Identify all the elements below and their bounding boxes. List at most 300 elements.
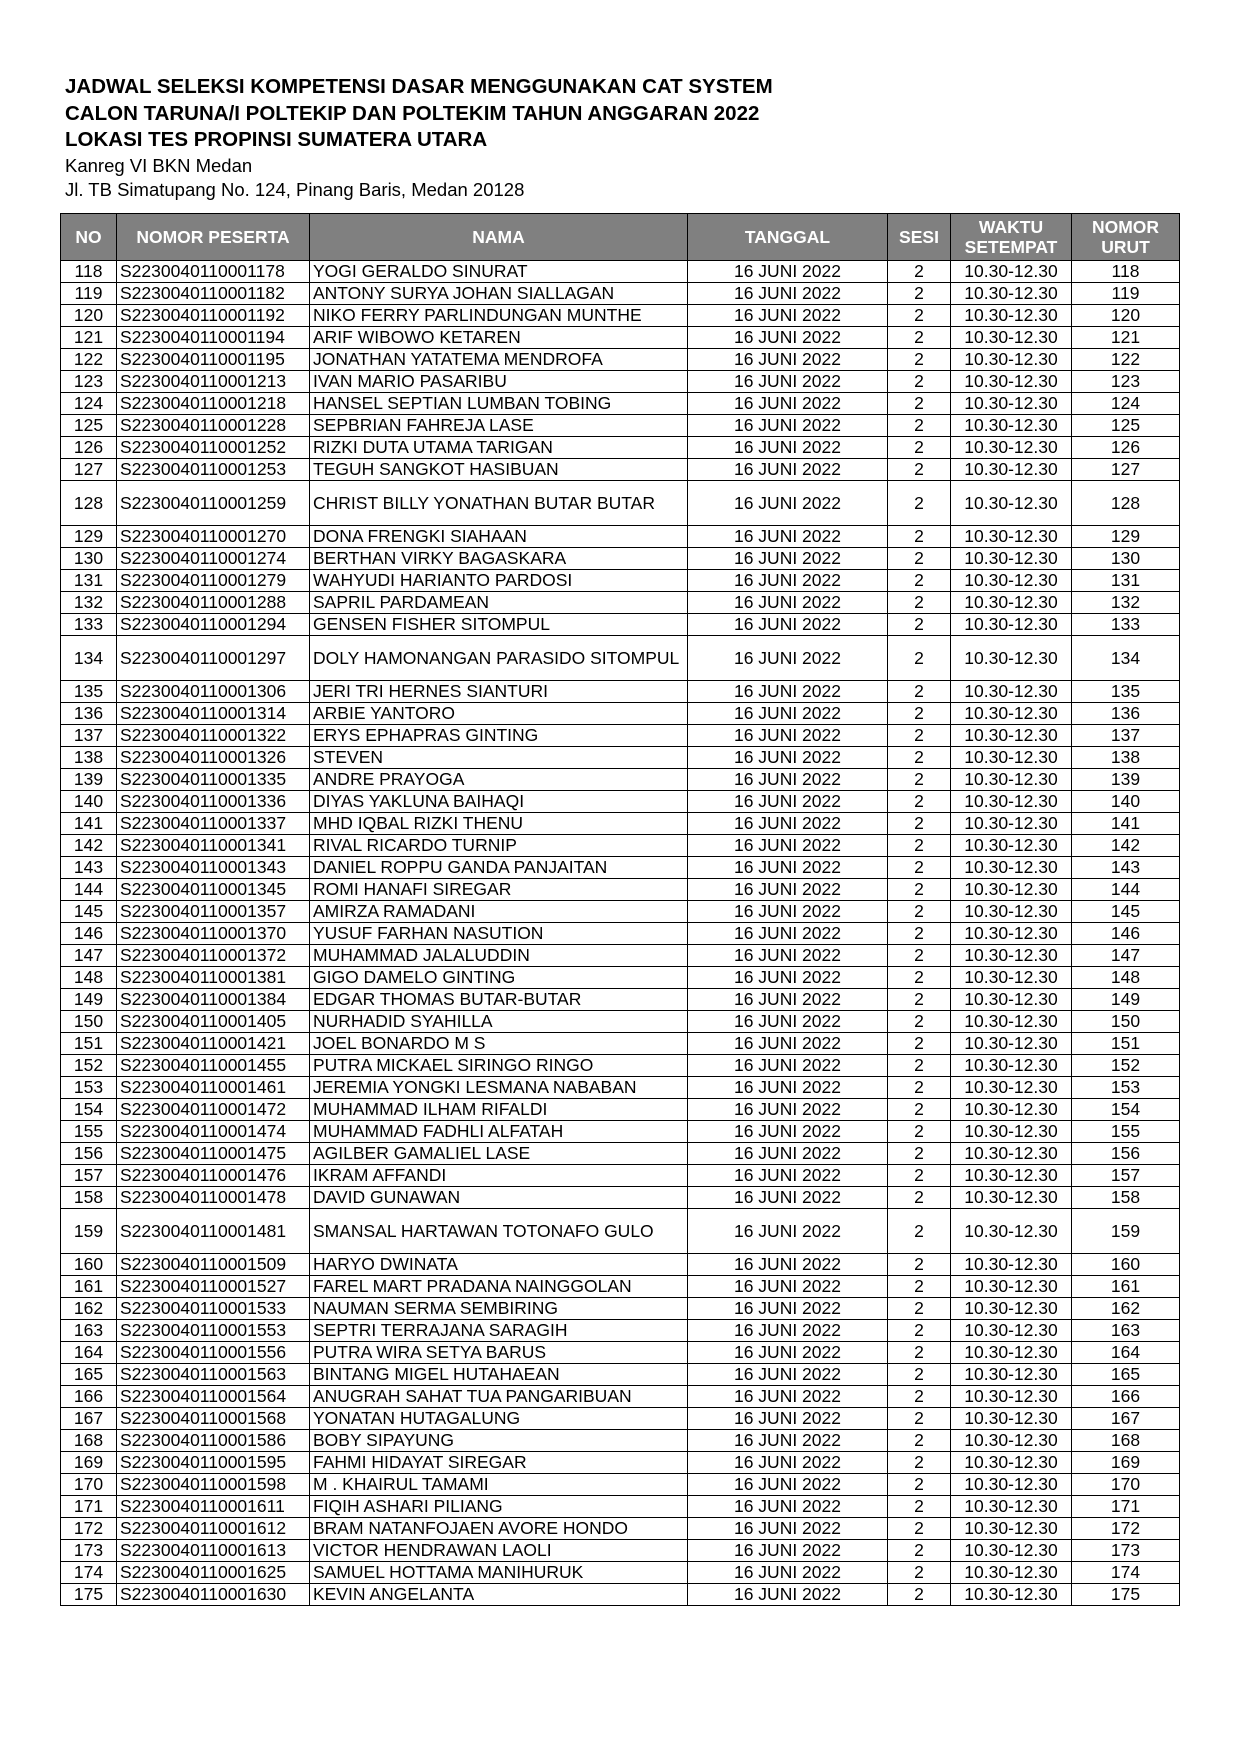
cell-nomor-urut: 118 (1072, 261, 1180, 283)
cell-nama: SEPBRIAN FAHREJA LASE (310, 415, 688, 437)
cell-waktu: 10.30-12.30 (951, 592, 1072, 614)
table-row (61, 1540, 1180, 1562)
table-row (61, 923, 1180, 945)
cell-no: 160 (61, 1254, 117, 1276)
cell-no: 133 (61, 614, 117, 636)
table-row (61, 481, 1180, 526)
cell-nomor-peserta: S2230040110001611 (117, 1496, 310, 1518)
cell-tanggal: 16 JUNI 2022 (688, 437, 888, 459)
cell-tanggal: 16 JUNI 2022 (688, 371, 888, 393)
cell-tanggal: 16 JUNI 2022 (688, 1364, 888, 1386)
cell-no: 123 (61, 371, 117, 393)
cell-tanggal: 16 JUNI 2022 (688, 725, 888, 747)
cell-nomor-peserta: S2230040110001270 (117, 526, 310, 548)
cell-nomor-urut: 148 (1072, 967, 1180, 989)
cell-no: 119 (61, 283, 117, 305)
cell-waktu: 10.30-12.30 (951, 1187, 1072, 1209)
cell-nomor-peserta: S2230040110001630 (117, 1584, 310, 1606)
cell-nomor-peserta: S2230040110001475 (117, 1143, 310, 1165)
cell-no: 153 (61, 1077, 117, 1099)
cell-nomor-peserta: S2230040110001306 (117, 681, 310, 703)
cell-nama: SAPRIL PARDAMEAN (310, 592, 688, 614)
cell-tanggal: 16 JUNI 2022 (688, 857, 888, 879)
cell-no: 168 (61, 1430, 117, 1452)
cell-waktu: 10.30-12.30 (951, 1077, 1072, 1099)
cell-nomor-urut: 171 (1072, 1496, 1180, 1518)
cell-tanggal: 16 JUNI 2022 (688, 1165, 888, 1187)
cell-nomor-urut: 151 (1072, 1033, 1180, 1055)
cell-nomor-peserta: S2230040110001586 (117, 1430, 310, 1452)
office-name: Kanreg VI BKN Medan (65, 154, 253, 176)
table-row (61, 1254, 1180, 1276)
cell-sesi: 2 (888, 283, 951, 305)
cell-tanggal: 16 JUNI 2022 (688, 879, 888, 901)
cell-nomor-urut: 162 (1072, 1298, 1180, 1320)
cell-nomor-peserta: S2230040110001192 (117, 305, 310, 327)
cell-nama: ANUGRAH SAHAT TUA PANGARIBUAN (310, 1386, 688, 1408)
cell-no: 135 (61, 681, 117, 703)
table-row (61, 1165, 1180, 1187)
cell-nomor-peserta: S2230040110001476 (117, 1165, 310, 1187)
cell-tanggal: 16 JUNI 2022 (688, 1121, 888, 1143)
table-row (61, 1187, 1180, 1209)
cell-tanggal: 16 JUNI 2022 (688, 1496, 888, 1518)
cell-nomor-peserta: S2230040110001527 (117, 1276, 310, 1298)
cell-nomor-urut: 139 (1072, 769, 1180, 791)
cell-tanggal: 16 JUNI 2022 (688, 835, 888, 857)
table-row (61, 1276, 1180, 1298)
table-row (61, 371, 1180, 393)
cell-tanggal: 16 JUNI 2022 (688, 548, 888, 570)
cell-nama: IKRAM AFFANDI (310, 1165, 688, 1187)
cell-nama: YONATAN HUTAGALUNG (310, 1408, 688, 1430)
cell-sesi: 2 (888, 1364, 951, 1386)
col-header-nomor-peserta: NOMOR PESERTA (117, 214, 310, 261)
cell-sesi: 2 (888, 570, 951, 592)
cell-nama: STEVEN (310, 747, 688, 769)
cell-nomor-peserta: S2230040110001195 (117, 349, 310, 371)
cell-no: 138 (61, 747, 117, 769)
cell-tanggal: 16 JUNI 2022 (688, 1386, 888, 1408)
cell-no: 163 (61, 1320, 117, 1342)
table-row (61, 1386, 1180, 1408)
cell-nomor-urut: 123 (1072, 371, 1180, 393)
table-row (61, 857, 1180, 879)
cell-sesi: 2 (888, 415, 951, 437)
cell-nama: ANTONY SURYA JOHAN SIALLAGAN (310, 283, 688, 305)
cell-waktu: 10.30-12.30 (951, 371, 1072, 393)
cell-sesi: 2 (888, 1496, 951, 1518)
cell-sesi: 2 (888, 1077, 951, 1099)
cell-nama: BERTHAN VIRKY BAGASKARA (310, 548, 688, 570)
cell-nomor-urut: 152 (1072, 1055, 1180, 1077)
cell-tanggal: 16 JUNI 2022 (688, 1143, 888, 1165)
table-row (61, 879, 1180, 901)
cell-sesi: 2 (888, 1143, 951, 1165)
cell-nama: M . KHAIRUL TAMAMI (310, 1474, 688, 1496)
cell-nama: HARYO DWINATA (310, 1254, 688, 1276)
cell-nomor-urut: 174 (1072, 1562, 1180, 1584)
cell-nomor-urut: 147 (1072, 945, 1180, 967)
cell-nomor-urut: 156 (1072, 1143, 1180, 1165)
cell-sesi: 2 (888, 526, 951, 548)
cell-no: 162 (61, 1298, 117, 1320)
cell-no: 144 (61, 879, 117, 901)
cell-no: 145 (61, 901, 117, 923)
cell-nomor-peserta: S2230040110001336 (117, 791, 310, 813)
table-row (61, 636, 1180, 681)
cell-nomor-peserta: S2230040110001252 (117, 437, 310, 459)
cell-nama: JOEL BONARDO M S (310, 1033, 688, 1055)
cell-waktu: 10.30-12.30 (951, 1209, 1072, 1254)
cell-nomor-peserta: S2230040110001259 (117, 481, 310, 526)
cell-no: 175 (61, 1584, 117, 1606)
cell-nama: ERYS EPHAPRAS GINTING (310, 725, 688, 747)
table-row (61, 526, 1180, 548)
table-row (61, 1143, 1180, 1165)
cell-no: 143 (61, 857, 117, 879)
table-row (61, 283, 1180, 305)
table-row (61, 747, 1180, 769)
cell-nomor-peserta: S2230040110001314 (117, 703, 310, 725)
cell-waktu: 10.30-12.30 (951, 1143, 1072, 1165)
table-row (61, 570, 1180, 592)
cell-nomor-urut: 131 (1072, 570, 1180, 592)
cell-nomor-urut: 161 (1072, 1276, 1180, 1298)
cell-sesi: 2 (888, 1209, 951, 1254)
cell-sesi: 2 (888, 835, 951, 857)
cell-nomor-urut: 142 (1072, 835, 1180, 857)
cell-waktu: 10.30-12.30 (951, 327, 1072, 349)
table-row (61, 393, 1180, 415)
cell-waktu: 10.30-12.30 (951, 1562, 1072, 1584)
cell-waktu: 10.30-12.30 (951, 1430, 1072, 1452)
cell-nomor-urut: 164 (1072, 1342, 1180, 1364)
cell-waktu: 10.30-12.30 (951, 283, 1072, 305)
cell-nomor-peserta: S2230040110001326 (117, 747, 310, 769)
table-row (61, 305, 1180, 327)
cell-waktu: 10.30-12.30 (951, 548, 1072, 570)
cell-nama: ROMI HANAFI SIREGAR (310, 879, 688, 901)
table-row (61, 614, 1180, 636)
cell-nomor-urut: 150 (1072, 1011, 1180, 1033)
cell-nomor-peserta: S2230040110001343 (117, 857, 310, 879)
cell-nama: DIYAS YAKLUNA BAIHAQI (310, 791, 688, 813)
cell-waktu: 10.30-12.30 (951, 791, 1072, 813)
cell-no: 120 (61, 305, 117, 327)
cell-sesi: 2 (888, 1584, 951, 1606)
cell-sesi: 2 (888, 261, 951, 283)
cell-nama: TEGUH SANGKOT HASIBUAN (310, 459, 688, 481)
cell-nomor-peserta: S2230040110001357 (117, 901, 310, 923)
cell-sesi: 2 (888, 901, 951, 923)
cell-sesi: 2 (888, 989, 951, 1011)
cell-nomor-urut: 125 (1072, 415, 1180, 437)
table-row (61, 1342, 1180, 1364)
cell-nomor-peserta: S2230040110001228 (117, 415, 310, 437)
cell-no: 141 (61, 813, 117, 835)
cell-nomor-peserta: S2230040110001178 (117, 261, 310, 283)
cell-nomor-peserta: S2230040110001472 (117, 1099, 310, 1121)
cell-sesi: 2 (888, 1254, 951, 1276)
cell-nomor-urut: 167 (1072, 1408, 1180, 1430)
cell-sesi: 2 (888, 945, 951, 967)
cell-no: 173 (61, 1540, 117, 1562)
cell-tanggal: 16 JUNI 2022 (688, 1055, 888, 1077)
cell-nomor-urut: 145 (1072, 901, 1180, 923)
table-row (61, 901, 1180, 923)
cell-nama: MUHAMMAD JALALUDDIN (310, 945, 688, 967)
cell-no: 164 (61, 1342, 117, 1364)
table-row (61, 1033, 1180, 1055)
cell-waktu: 10.30-12.30 (951, 261, 1072, 283)
col-header-waktu-setempat: WAKTU SETEMPAT (951, 214, 1072, 261)
cell-waktu: 10.30-12.30 (951, 1099, 1072, 1121)
cell-no: 122 (61, 349, 117, 371)
cell-nomor-peserta: S2230040110001533 (117, 1298, 310, 1320)
cell-no: 149 (61, 989, 117, 1011)
cell-waktu: 10.30-12.30 (951, 437, 1072, 459)
cell-nomor-peserta: S2230040110001405 (117, 1011, 310, 1033)
cell-nama: JEREMIA YONGKI LESMANA NABABAN (310, 1077, 688, 1099)
cell-nomor-urut: 159 (1072, 1209, 1180, 1254)
cell-no: 130 (61, 548, 117, 570)
table-row (61, 548, 1180, 570)
table-row (61, 1452, 1180, 1474)
cell-sesi: 2 (888, 548, 951, 570)
title-line-2: CALON TARUNA/I POLTEKIP DAN POLTEKIM TAHUN ANGGARAN 2022 (65, 101, 760, 125)
cell-waktu: 10.30-12.30 (951, 681, 1072, 703)
cell-sesi: 2 (888, 349, 951, 371)
cell-tanggal: 16 JUNI 2022 (688, 1033, 888, 1055)
cell-nomor-peserta: S2230040110001509 (117, 1254, 310, 1276)
cell-waktu: 10.30-12.30 (951, 835, 1072, 857)
cell-sesi: 2 (888, 1408, 951, 1430)
cell-sesi: 2 (888, 923, 951, 945)
cell-sesi: 2 (888, 1540, 951, 1562)
table-row (61, 1474, 1180, 1496)
cell-waktu: 10.30-12.30 (951, 1298, 1072, 1320)
cell-waktu: 10.30-12.30 (951, 857, 1072, 879)
cell-nomor-peserta: S2230040110001370 (117, 923, 310, 945)
cell-sesi: 2 (888, 1562, 951, 1584)
cell-nama: JONATHAN YATATEMA MENDROFA (310, 349, 688, 371)
cell-no: 158 (61, 1187, 117, 1209)
cell-tanggal: 16 JUNI 2022 (688, 1452, 888, 1474)
cell-nomor-urut: 137 (1072, 725, 1180, 747)
cell-nomor-peserta: S2230040110001612 (117, 1518, 310, 1540)
cell-tanggal: 16 JUNI 2022 (688, 1254, 888, 1276)
cell-tanggal: 16 JUNI 2022 (688, 614, 888, 636)
cell-nomor-peserta: S2230040110001274 (117, 548, 310, 570)
table-row (61, 967, 1180, 989)
cell-waktu: 10.30-12.30 (951, 305, 1072, 327)
cell-tanggal: 16 JUNI 2022 (688, 1209, 888, 1254)
cell-no: 151 (61, 1033, 117, 1055)
cell-sesi: 2 (888, 327, 951, 349)
cell-waktu: 10.30-12.30 (951, 526, 1072, 548)
cell-nomor-peserta: S2230040110001372 (117, 945, 310, 967)
cell-tanggal: 16 JUNI 2022 (688, 1187, 888, 1209)
cell-nomor-peserta: S2230040110001337 (117, 813, 310, 835)
cell-sesi: 2 (888, 636, 951, 681)
cell-nomor-peserta: S2230040110001294 (117, 614, 310, 636)
table-row (61, 813, 1180, 835)
cell-tanggal: 16 JUNI 2022 (688, 459, 888, 481)
cell-waktu: 10.30-12.30 (951, 725, 1072, 747)
cell-no: 127 (61, 459, 117, 481)
cell-waktu: 10.30-12.30 (951, 901, 1072, 923)
cell-tanggal: 16 JUNI 2022 (688, 703, 888, 725)
cell-no: 128 (61, 481, 117, 526)
table-row (61, 261, 1180, 283)
cell-no: 161 (61, 1276, 117, 1298)
cell-nama: NURHADID SYAHILLA (310, 1011, 688, 1033)
table-row (61, 1364, 1180, 1386)
cell-nomor-urut: 143 (1072, 857, 1180, 879)
table-body (61, 261, 1180, 1606)
cell-nomor-urut: 119 (1072, 283, 1180, 305)
cell-nomor-peserta: S2230040110001182 (117, 283, 310, 305)
cell-nomor-urut: 122 (1072, 349, 1180, 371)
cell-tanggal: 16 JUNI 2022 (688, 1320, 888, 1342)
cell-sesi: 2 (888, 305, 951, 327)
cell-nomor-peserta: S2230040110001345 (117, 879, 310, 901)
table-row (61, 1584, 1180, 1606)
schedule-table (60, 213, 1180, 1606)
cell-tanggal: 16 JUNI 2022 (688, 1077, 888, 1099)
cell-nomor-peserta: S2230040110001213 (117, 371, 310, 393)
cell-waktu: 10.30-12.30 (951, 349, 1072, 371)
cell-no: 156 (61, 1143, 117, 1165)
cell-nomor-urut: 133 (1072, 614, 1180, 636)
cell-nomor-urut: 168 (1072, 1430, 1180, 1452)
cell-nomor-peserta: S2230040110001598 (117, 1474, 310, 1496)
cell-nomor-urut: 128 (1072, 481, 1180, 526)
cell-waktu: 10.30-12.30 (951, 813, 1072, 835)
table-row (61, 1209, 1180, 1254)
cell-waktu: 10.30-12.30 (951, 481, 1072, 526)
cell-sesi: 2 (888, 1298, 951, 1320)
cell-tanggal: 16 JUNI 2022 (688, 526, 888, 548)
cell-sesi: 2 (888, 371, 951, 393)
cell-tanggal: 16 JUNI 2022 (688, 1518, 888, 1540)
cell-waktu: 10.30-12.30 (951, 1276, 1072, 1298)
cell-nomor-urut: 169 (1072, 1452, 1180, 1474)
cell-nama: RIZKI DUTA UTAMA TARIGAN (310, 437, 688, 459)
cell-nama: BOBY SIPAYUNG (310, 1430, 688, 1452)
cell-tanggal: 16 JUNI 2022 (688, 901, 888, 923)
cell-nomor-urut: 170 (1072, 1474, 1180, 1496)
cell-sesi: 2 (888, 769, 951, 791)
cell-nama: PUTRA MICKAEL SIRINGO RINGO (310, 1055, 688, 1077)
cell-waktu: 10.30-12.30 (951, 1033, 1072, 1055)
cell-sesi: 2 (888, 703, 951, 725)
cell-tanggal: 16 JUNI 2022 (688, 1298, 888, 1320)
cell-nomor-urut: 141 (1072, 813, 1180, 835)
cell-sesi: 2 (888, 857, 951, 879)
cell-waktu: 10.30-12.30 (951, 1165, 1072, 1187)
cell-sesi: 2 (888, 1099, 951, 1121)
table-row (61, 349, 1180, 371)
cell-nomor-peserta: S2230040110001384 (117, 989, 310, 1011)
cell-sesi: 2 (888, 1452, 951, 1474)
cell-no: 166 (61, 1386, 117, 1408)
cell-tanggal: 16 JUNI 2022 (688, 1342, 888, 1364)
cell-sesi: 2 (888, 1121, 951, 1143)
cell-tanggal: 16 JUNI 2022 (688, 967, 888, 989)
cell-nama: AGILBER GAMALIEL LASE (310, 1143, 688, 1165)
table-row (61, 1077, 1180, 1099)
cell-nomor-urut: 144 (1072, 879, 1180, 901)
cell-no: 171 (61, 1496, 117, 1518)
cell-tanggal: 16 JUNI 2022 (688, 1099, 888, 1121)
cell-nama: NAUMAN SERMA SEMBIRING (310, 1298, 688, 1320)
cell-waktu: 10.30-12.30 (951, 1121, 1072, 1143)
cell-nama: GIGO DAMELO GINTING (310, 967, 688, 989)
cell-nomor-urut: 166 (1072, 1386, 1180, 1408)
table-row (61, 1055, 1180, 1077)
cell-nama: YOGI GERALDO SINURAT (310, 261, 688, 283)
cell-nomor-urut: 175 (1072, 1584, 1180, 1606)
cell-nomor-urut: 120 (1072, 305, 1180, 327)
cell-tanggal: 16 JUNI 2022 (688, 393, 888, 415)
table-row (61, 1298, 1180, 1320)
cell-sesi: 2 (888, 459, 951, 481)
cell-nomor-urut: 154 (1072, 1099, 1180, 1121)
cell-nama: YUSUF FARHAN NASUTION (310, 923, 688, 945)
cell-waktu: 10.30-12.30 (951, 879, 1072, 901)
cell-sesi: 2 (888, 1187, 951, 1209)
cell-nama: PUTRA WIRA SETYA BARUS (310, 1342, 688, 1364)
cell-nomor-peserta: S2230040110001253 (117, 459, 310, 481)
cell-waktu: 10.30-12.30 (951, 1386, 1072, 1408)
cell-no: 131 (61, 570, 117, 592)
cell-waktu: 10.30-12.30 (951, 636, 1072, 681)
cell-sesi: 2 (888, 1165, 951, 1187)
table-row (61, 681, 1180, 703)
cell-sesi: 2 (888, 481, 951, 526)
title-line-3: LOKASI TES PROPINSI SUMATERA UTARA (65, 128, 488, 151)
cell-no: 146 (61, 923, 117, 945)
cell-waktu: 10.30-12.30 (951, 747, 1072, 769)
cell-tanggal: 16 JUNI 2022 (688, 769, 888, 791)
cell-nomor-urut: 146 (1072, 923, 1180, 945)
cell-no: 169 (61, 1452, 117, 1474)
cell-no: 152 (61, 1055, 117, 1077)
table-row (61, 459, 1180, 481)
col-header-nama: NAMA (310, 214, 688, 261)
cell-waktu: 10.30-12.30 (951, 1408, 1072, 1430)
col-header-tanggal: TANGGAL (688, 214, 888, 261)
cell-sesi: 2 (888, 592, 951, 614)
table-row (61, 1011, 1180, 1033)
table-row (61, 1099, 1180, 1121)
cell-nomor-urut: 134 (1072, 636, 1180, 681)
cell-tanggal: 16 JUNI 2022 (688, 415, 888, 437)
cell-sesi: 2 (888, 614, 951, 636)
table-row (61, 1518, 1180, 1540)
table-row (61, 703, 1180, 725)
cell-nama: AMIRZA RAMADANI (310, 901, 688, 923)
table-row (61, 791, 1180, 813)
cell-sesi: 2 (888, 813, 951, 835)
cell-sesi: 2 (888, 1386, 951, 1408)
cell-nama: IVAN MARIO PASARIBU (310, 371, 688, 393)
cell-nama: HANSEL SEPTIAN LUMBAN TOBING (310, 393, 688, 415)
cell-sesi: 2 (888, 437, 951, 459)
cell-waktu: 10.30-12.30 (951, 1540, 1072, 1562)
